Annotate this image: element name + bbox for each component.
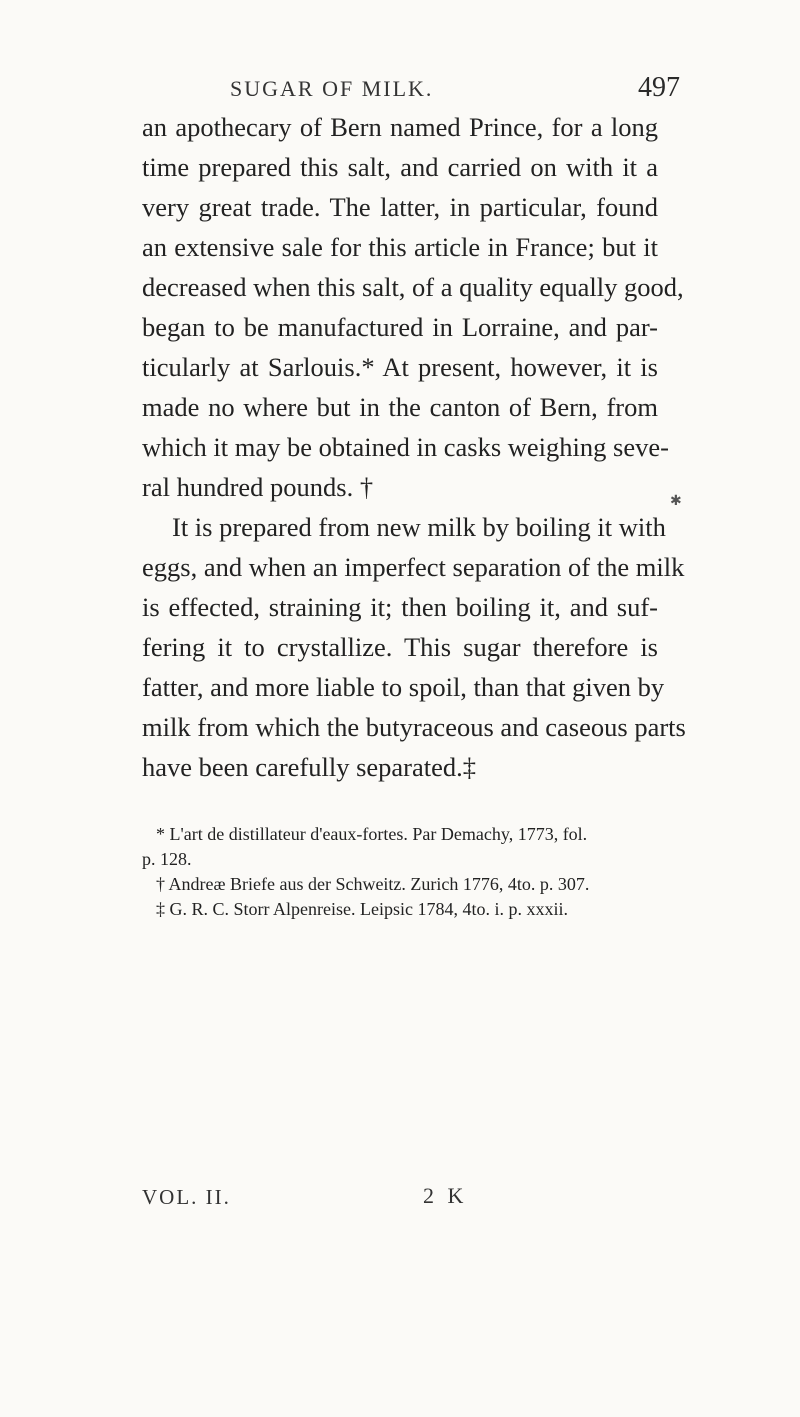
text-line: fering it to crystallize. This sugar therefore is [142,632,658,662]
text-line: an extensive sale for this article in France; but it [142,232,658,262]
text-line: time prepared this salt, and carried on with it a [142,152,658,182]
text-line: ral hundred pounds. † [142,472,374,502]
running-head: SUGAR OF MILK. [230,76,434,101]
text-line: very great trade. The latter, in particular, found [142,192,658,222]
text-line: began to be manufactured in Lorraine, and par- [142,312,658,342]
volume-signature: VOL. II. [142,1185,231,1209]
text-line: is effected, straining it; then boiling it, and suf- [142,592,658,622]
gathering-signature: 2 K [423,1183,468,1208]
text-line: decreased when this salt, of a quality equally good, [142,272,684,302]
text-line: ticularly at Sarlouis.* At present, however, it is [142,352,658,382]
text-line: eggs, and when an imperfect separation of the milk [142,552,685,582]
text-line: It is prepared from new milk by boiling it with [172,512,666,542]
footnotes [142,822,658,922]
footnote: * L'art de distillateur d'eaux-fortes. Par Demachy, 1773, fol. [156,824,588,844]
text-line: fatter, and more liable to spoil, than that given by [142,672,665,702]
text-line: an apothecary of Bern named Prince, for a long [142,112,658,142]
footnote: † Andreæ Briefe aus der Schweitz. Zurich 1776, 4to. p. 307. [156,874,590,894]
text-line: milk from which the butyraceous and caseous parts [142,712,686,742]
text-line: have been carefully separated.‡ [142,752,477,782]
page-footer [0,1185,800,1215]
body-text [142,107,686,787]
page-header [0,74,800,110]
ink-blot-mark: ✱ [670,494,682,509]
page-number: 497 [638,72,680,103]
text-line: made no where but in the canton of Bern, from [142,392,658,422]
footnote-continuation: p. 128. [142,849,192,869]
footnote: ‡ G. R. C. Storr Alpenreise. Leipsic 1784, 4to. i. p. xxxii. [156,899,568,919]
text-line: which it may be obtained in casks weighing seve- [142,432,669,462]
